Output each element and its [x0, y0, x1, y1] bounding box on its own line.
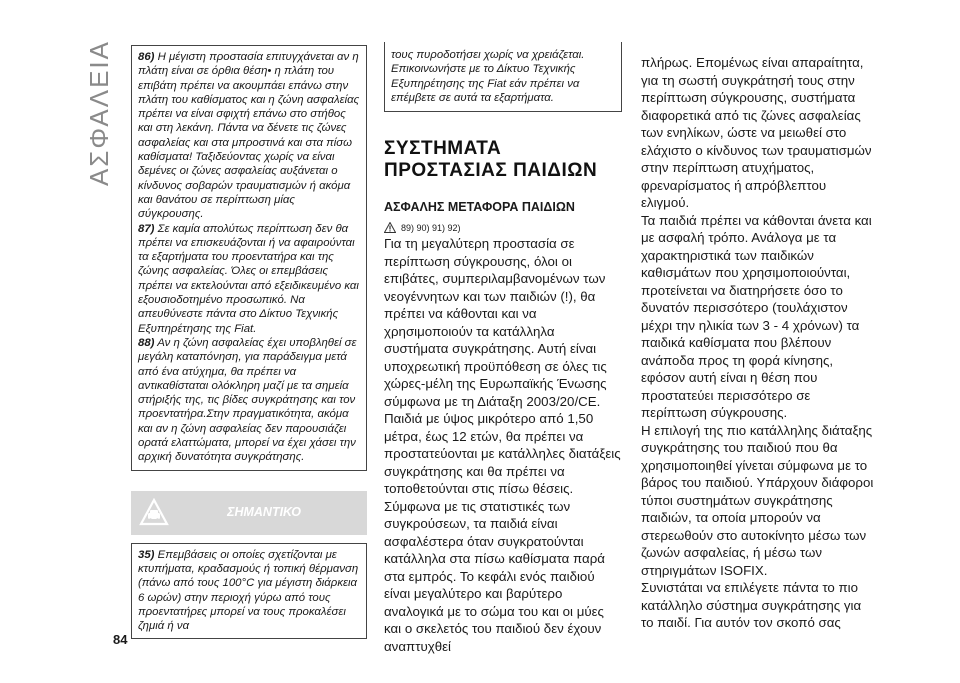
paragraph: πλήρως. Επομένως είναι απαραίτητα, για τη σωστή συγκράτησή τους στην περίπτωση σύγκρουσης, συστήματα διαφορετικά από τις ζώνες ασφαλείας των ενηλίκων, ώστε να μειωθεί στο ελάχιστο ο κίνδυνος των τραυματισμών στην περίπτωση ατυχήματος, φρεναρίσματος ή απρόβλεπτου ελιγμού. — [641, 55, 872, 210]
warning-references — [384, 222, 622, 233]
column-left — [131, 45, 367, 639]
note-35: 35) Επεμβάσεις οι οποίες σχετίζονται με κτυπήματα, κραδασμούς ή τοπική θέρμανση (πάνω από τους 100°C για μέγιστη διάρκεια 6 ωρών) στην περιοχή γύρω από τους προεντατήρες μπορεί να τους προκαλέσει ζημιά ή να — [138, 548, 359, 633]
body-text-right — [641, 54, 876, 632]
paragraph: Σύμφωνα με τις στατιστικές των συγκρούσεων, τα παιδιά είναι ασφαλέστερα όταν συγκρατούνται κατάλληλα στα πίσω καθίσματα παρά στα εμπρός. Το κεφάλι ενός παιδιού είναι μεγαλύτερο και βαρύτερο αναλογικά με το σώμα του και οι μύες και ο σκελετός του παιδιού δεν έχουν αναπτυχθεί — [384, 498, 605, 654]
note-88: 88) Αν η ζώνη ασφαλείας έχει υποβληθεί σε μεγάλη καταπόνηση, για παράδειγμα μετά από ένα ατύχημα, θα πρέπει να αντικαθίσταται ολόκληρη μαζί με τα σημεία στήριξής της, τις βίδες συγκράτησης και τον προεντατήρα.Στην πραγματικότητα, ακόμα και αν η ζώνη ασφαλείας δεν παρουσιάζει ορατά ελαττώματα, μπορεί να έχει χάσει την αρχική δυνατότητα συγκράτησης. — [138, 336, 357, 464]
note-87: 87) Σε καμία απολύτως περίπτωση δεν θα πρέπει να επισκευάζονται ή να αφαιρούνται τα εξαρτήματα του προεντατήρα και της ζώνης ασφαλείας. Όλες οι επεμβάσεις πρέπει να εκτελούνται από εξειδικευμένο και εξουσιοδοτημένο προσωπικό. Να απευθύνεστε πάντα στο Δίκτυο Τεχνικής Εξυπηρέτησης της Fiat. — [138, 222, 359, 335]
note-86: 86) Η μέγιστη προστασία επιτυγχάνεται αν η πλάτη είναι σε όρθια θέση• η πλάτη του επιβάτη πρέπει να ακουμπάει επάνω στην πλάτη του καθίσματος και η ζώνη ασφαλείας πρέπει να είναι σφιχτή επάνω στο στήθος και στη λεκάνη. Πάντα να δένετε τις ζώνες ασφαλείας και στα μπροστινά και στα πίσω καθίσματα! Ταξιδεύοντας χωρίς να είναι δεμένες οι ζώνες ασφαλείας αυξάνεται ο κίνδυνος σοβαρών τραυματισμών ή ακόμα και θανάτου σε περίπτωση μίας σύγκρουσης. — [138, 51, 360, 221]
warning-triangle-icon — [384, 222, 396, 233]
references-text: 89) 90) 91) 92) — [401, 222, 461, 233]
warning-notes-box — [131, 45, 367, 471]
section-side-title: ΑΣΦΑΛΕΙΑ — [84, 40, 114, 187]
important-banner — [131, 491, 367, 535]
continued-note-box — [384, 42, 622, 112]
body-text-middle — [384, 235, 622, 655]
column-right — [641, 54, 876, 632]
paragraph: Συνιστάται να επιλέγετε πάντα το πιο κατάλληλο σύστημα συγκράτησης για το παιδί. Για αυτόν τον σκοπό σας — [641, 580, 862, 630]
page-number: 84 — [113, 632, 128, 647]
subsection-heading: ΑΣΦΑΛΗΣ ΜΕΤΑΦΟΡΑ ΠΑΙΔΙΩΝ — [384, 200, 575, 215]
paragraph: Τα παιδιά πρέπει να κάθονται άνετα και με ασφαλή τρόπο. Ανάλογα με τα χαρακτηριστικά των παιδικών καθισμάτων που χρησιμοποιούνται, προτείνεται να διατηρήσετε όσο το δυνατόν περισσότερο (τουλάχιστον μέχρι την ηλικία των 3 - 4 χρόνων) τα παιδικά καθίσματα που βλέπουν ανάποδα προς τη φορά κίνησης, εφόσον αυτή είναι η θέση που προστατεύει περισσότερο σε περίπτωση σύγκρουσης. — [641, 212, 872, 420]
section-heading: ΣΥΣΤΗΜΑΤΑ ΠΡΟΣΤΑΣΙΑΣ ΠΑΙΔΙΩΝ — [384, 138, 598, 182]
continued-note-text: τους πυροδοτήσει χωρίς να χρειάζεται. Επικοινωνήστε με το Δίκτυο Τεχνικής Εξυπηρέτησης της Fiat εάν πρέπει να επέμβετε σε αυτά τα εξαρτήματα. — [391, 49, 585, 104]
paragraph: Η επιλογή της πιο κατάλληλης διάταξης συγκράτησης του παιδιού που θα χρησιμοποιηθεί γίνεται σύμφωνα με το βάρος του παιδιού. Υπάρχουν διάφοροι τύποι συστημάτων συγκράτησης παιδιών, τα οποία μπορούν να στερεωθούν στο αυτοκίνητο μέσω των ζωνών ασφαλείας, ή μέσω των στηριγμάτων ISOFIX. — [641, 422, 874, 578]
paragraph: Παιδιά με ύψος μικρότερο από 1,50 μέτρα, έως 12 ετών, θα πρέπει να προστατεύονται με κατάλληλες διατάξεις συγκράτησης και θα πρέπει να τοποθετούνται στις πίσω θέσεις. — [384, 411, 621, 497]
important-notes-box — [131, 543, 367, 640]
paragraph: Για τη μεγαλύτερη προστασία σε περίπτωση σύγκρουσης, όλοι οι επιβάτες, συμπεριλαμβανομένων των νεογέννητων και των παιδιών (!), θα πρέπει να κάθονται και να χρησιμοποιούν τα κατάλληλα συστήματα συγκράτησης. Αυτή είναι υποχρεωτική προϋπόθεση σε όλες τις χώρες-μέλη της Ευρωπαϊκής Ένωσης σύμφωνα με τη Διάταξη 2003/20/CE. — [384, 236, 607, 409]
important-label: ΣΗΜΑΝΤΙΚΟ — [227, 504, 301, 519]
column-middle — [384, 45, 622, 655]
